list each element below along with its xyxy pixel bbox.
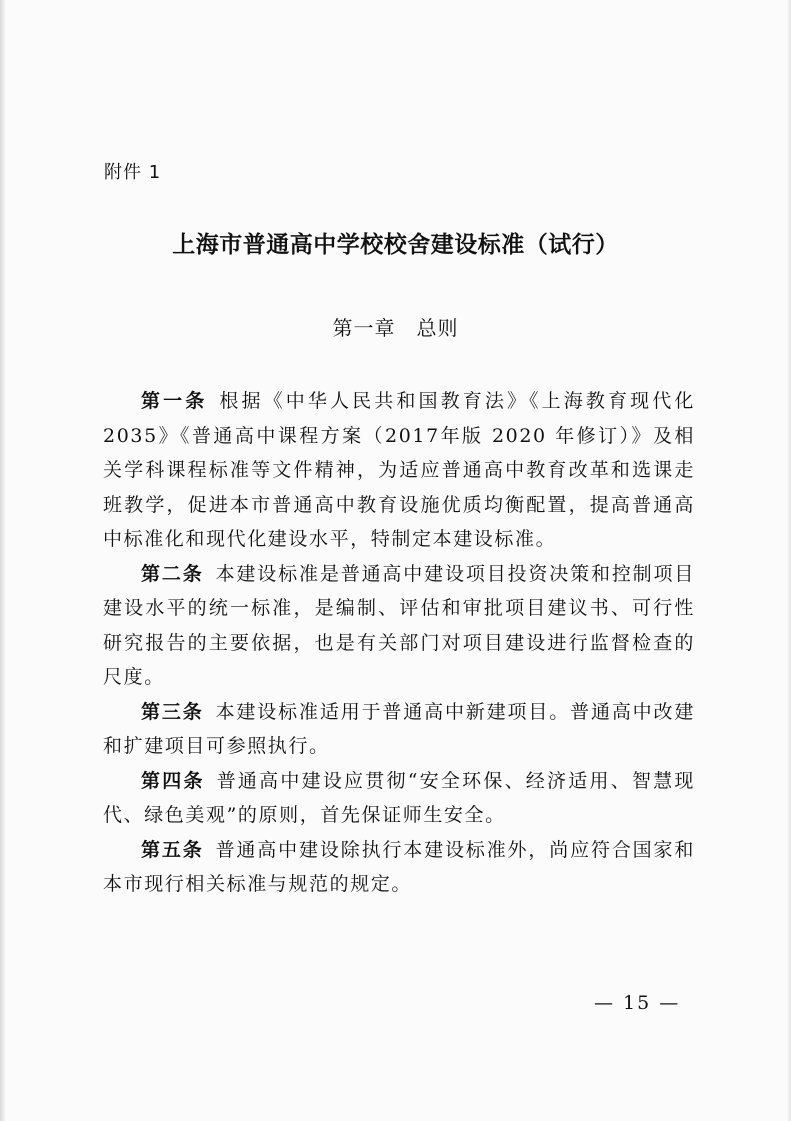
- article-4-label: 第四条: [141, 769, 205, 792]
- article-2: [103, 557, 695, 695]
- document-title: 上海市普通高中学校校舍建设标准（试行）: [172, 232, 619, 258]
- scan-edge-left: [0, 0, 6, 1121]
- article-2-text: 本建设标准是普通高中建设项目投资决策和控制项目建设水平的统一标准，是编制、评估和审批项目建议书、可行性研究报告的主要依据，也是有关部门对项目建设进行监督检查的尺度。: [103, 562, 695, 688]
- article-4-text: 普通高中建设应贯彻“安全环保、经济适用、智慧现代、绿色美观”的原则，首先保证师生安全。: [103, 769, 695, 826]
- page-number: — 15 —: [594, 992, 681, 1014]
- scan-edge-right: [787, 0, 791, 1121]
- article-1-label: 第一条: [141, 390, 208, 412]
- article-2-label: 第二条: [141, 562, 204, 585]
- article-3: [103, 695, 695, 764]
- article-1: [103, 384, 695, 557]
- article-1-text: 根据《中华人民共和国教育法》《上海教育现代化 2035》《普通高中课程方案（2017年版 2020 年修订）》及相关学科课程标准等文件精神，为适应普通高中教育改革和选课走班教学，促进本市普通高中教育设施优质均衡配置，提高普通高中标准化和现代化建设水平，特制定本建设标准。: [103, 390, 695, 550]
- document-body: [103, 384, 695, 902]
- article-5-text: 普通高中建设除执行本建设标准外，尚应符合国家和本市现行相关标准与规范的规定。: [103, 838, 695, 895]
- article-3-text: 本建设标准适用于普通高中新建项目。普通高中改建和扩建项目可参照执行。: [103, 700, 695, 757]
- article-5: [103, 833, 695, 902]
- article-3-label: 第三条: [141, 700, 204, 723]
- attachment-label: 附件 1: [104, 162, 162, 183]
- chapter-title: 第一章 总则: [332, 316, 459, 340]
- article-5-label: 第五条: [141, 838, 204, 861]
- article-4: [103, 764, 695, 833]
